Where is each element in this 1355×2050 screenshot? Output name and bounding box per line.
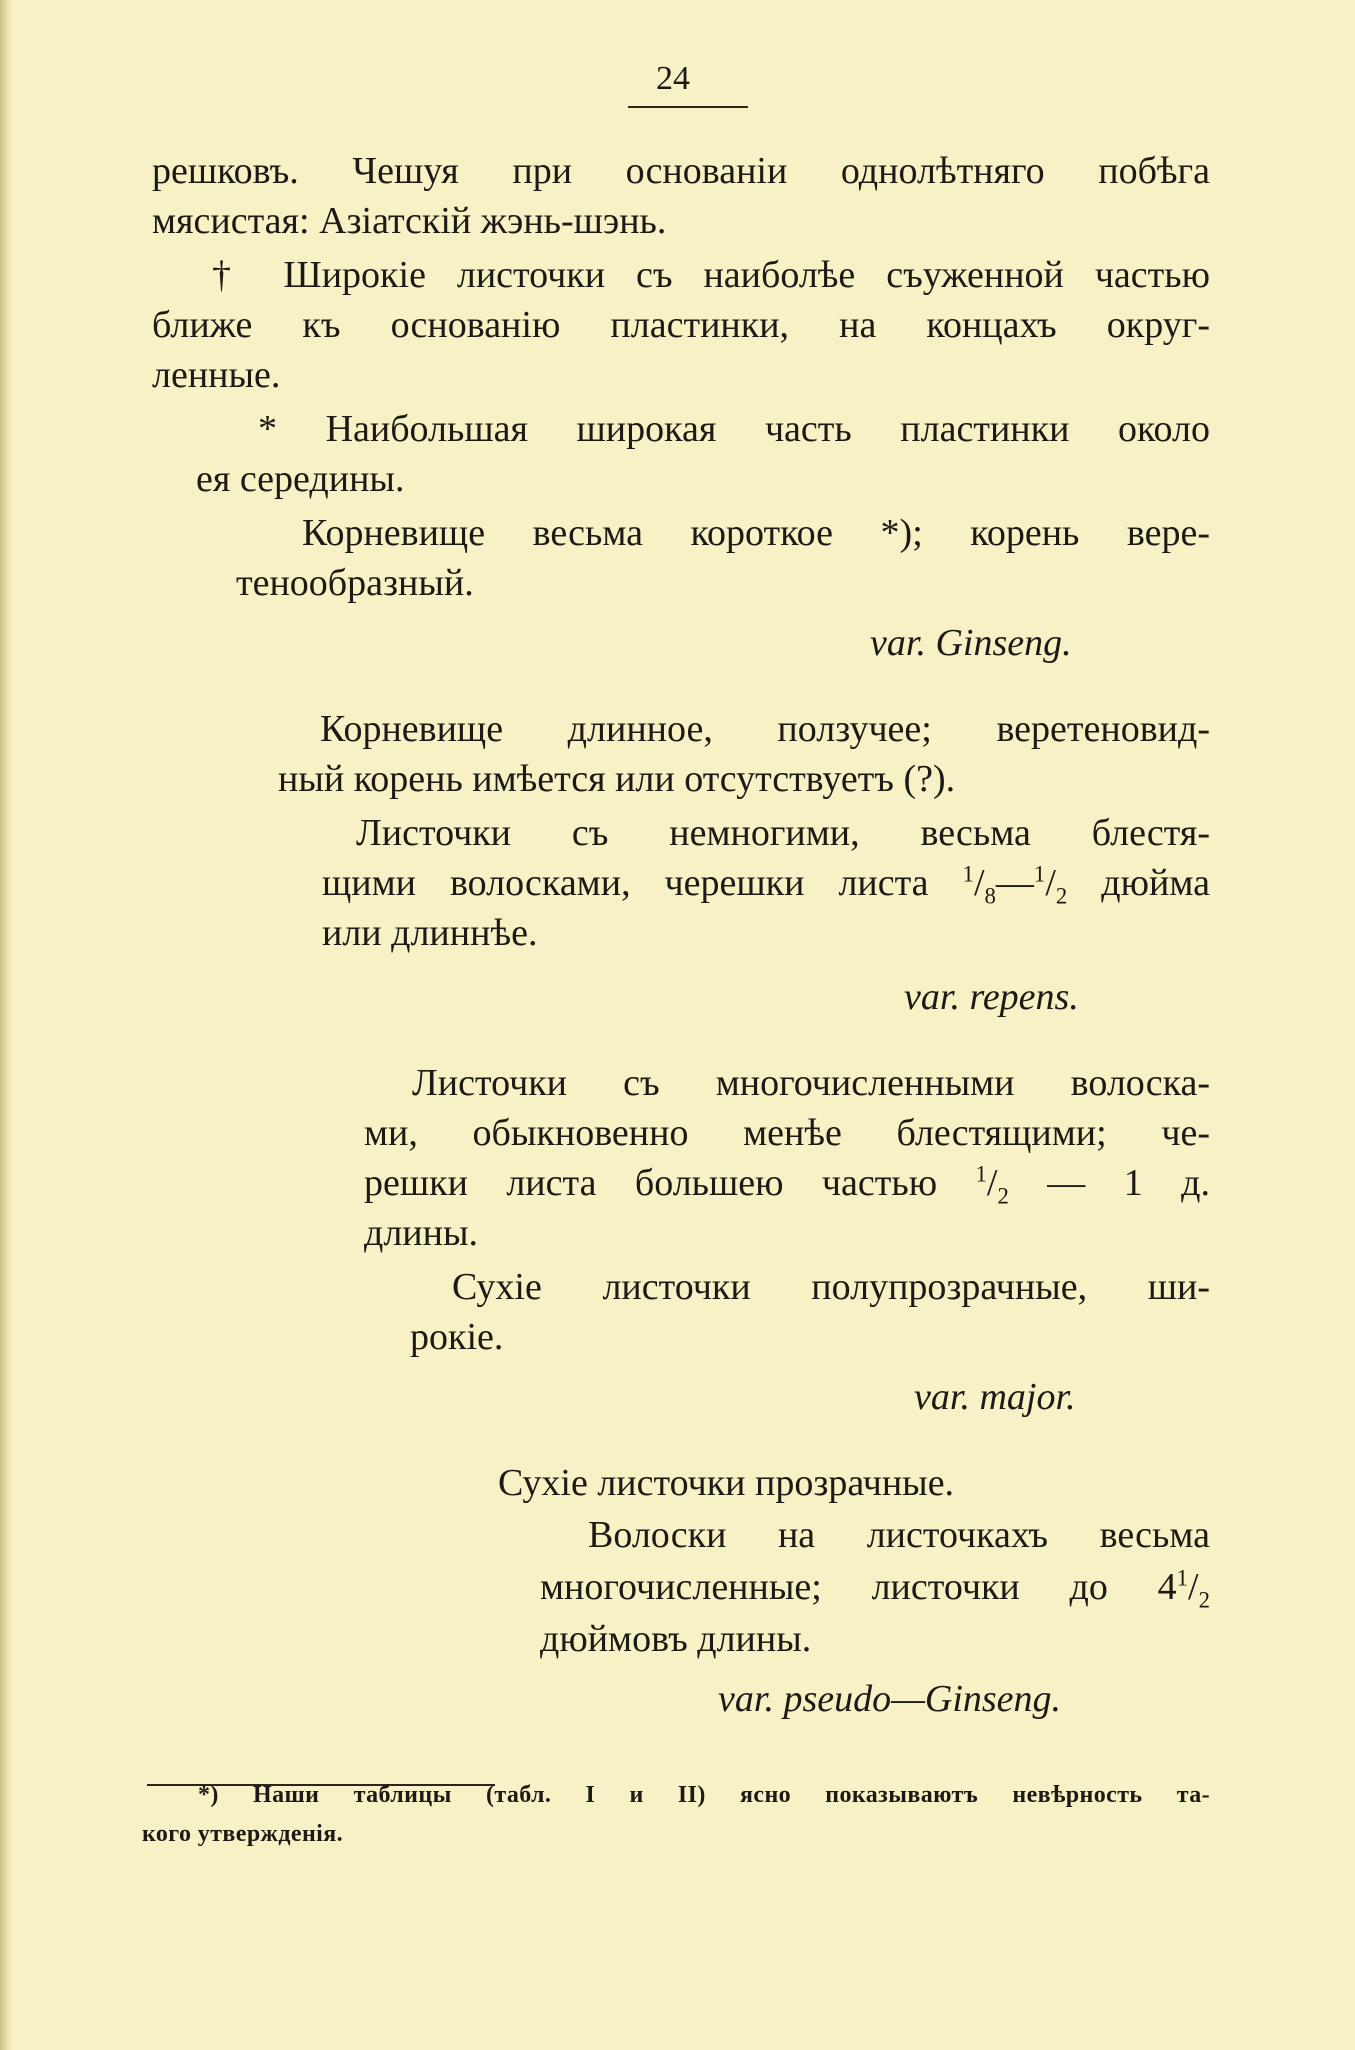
text-line: * Наибольшая широкая часть пластинки около bbox=[258, 408, 1210, 450]
text-line: Листочки съ немногими, весьма блестя- bbox=[356, 812, 1210, 854]
text-line: решковъ. Чешуя при основаніи однолѣтняго побѣга bbox=[152, 150, 1210, 192]
text-line: рокіе. bbox=[410, 1316, 504, 1358]
page-number: 24 bbox=[656, 60, 690, 97]
text-line: или длиннѣе. bbox=[322, 912, 538, 954]
text-line: Корневище весьма короткое *); корень вере- bbox=[302, 512, 1210, 554]
text-line: многочисленные; листочки до $4^1/_2$ bbox=[540, 1565, 1210, 1613]
page-edge bbox=[0, 0, 12, 2050]
variety-label: var. Ginseng. bbox=[870, 622, 1072, 664]
text-line: дюймовъ длины. bbox=[540, 1618, 812, 1660]
footnote-line: кого утвержденія. bbox=[142, 1821, 344, 1847]
text-line: † Широкіе листочки съ наиболѣе съуженной частью bbox=[212, 254, 1210, 296]
text-line: ленные. bbox=[152, 354, 281, 396]
variety-label: var. repens. bbox=[904, 976, 1079, 1018]
text-line: длины. bbox=[364, 1212, 478, 1254]
text-line: Волоски на листочкахъ весьма bbox=[588, 1514, 1210, 1556]
text-line: тенообразный. bbox=[236, 562, 474, 604]
text-line: ближе къ основанію пластинки, на концахъ округ- bbox=[152, 304, 1210, 346]
text-line: Сухіе листочки прозрачные. bbox=[498, 1462, 955, 1504]
text-line: мясистая: Азіатскій жэнь-шэнь. bbox=[152, 200, 667, 242]
variety-label: var. pseudo—Ginseng. bbox=[718, 1678, 1062, 1720]
text-line: решки листа большею частью $^1/_2$ — 1 д. bbox=[364, 1161, 1210, 1209]
text-line: ея середины. bbox=[196, 458, 405, 500]
text-line: ный корень имѣется или отсутствуетъ (?). bbox=[278, 758, 956, 800]
text-line: Листочки съ многочисленными волоска- bbox=[412, 1062, 1210, 1104]
text-line: Сухіе листочки полупрозрачные, ши- bbox=[452, 1266, 1210, 1308]
footnote-line: *) Наши таблицы (табл. I и II) ясно показываютъ невѣрность та- bbox=[198, 1782, 1210, 1808]
variety-label: var. major. bbox=[914, 1376, 1076, 1418]
text-line: щими волосками, черешки листа $^1/_8—^1/_2$ дюйма bbox=[322, 861, 1210, 909]
page-number-rule bbox=[628, 106, 748, 108]
text-line: Корневище длинное, ползучее; веретеновид- bbox=[320, 708, 1210, 750]
text-line: ми, обыкновенно менѣе блестящими; че- bbox=[364, 1112, 1210, 1154]
